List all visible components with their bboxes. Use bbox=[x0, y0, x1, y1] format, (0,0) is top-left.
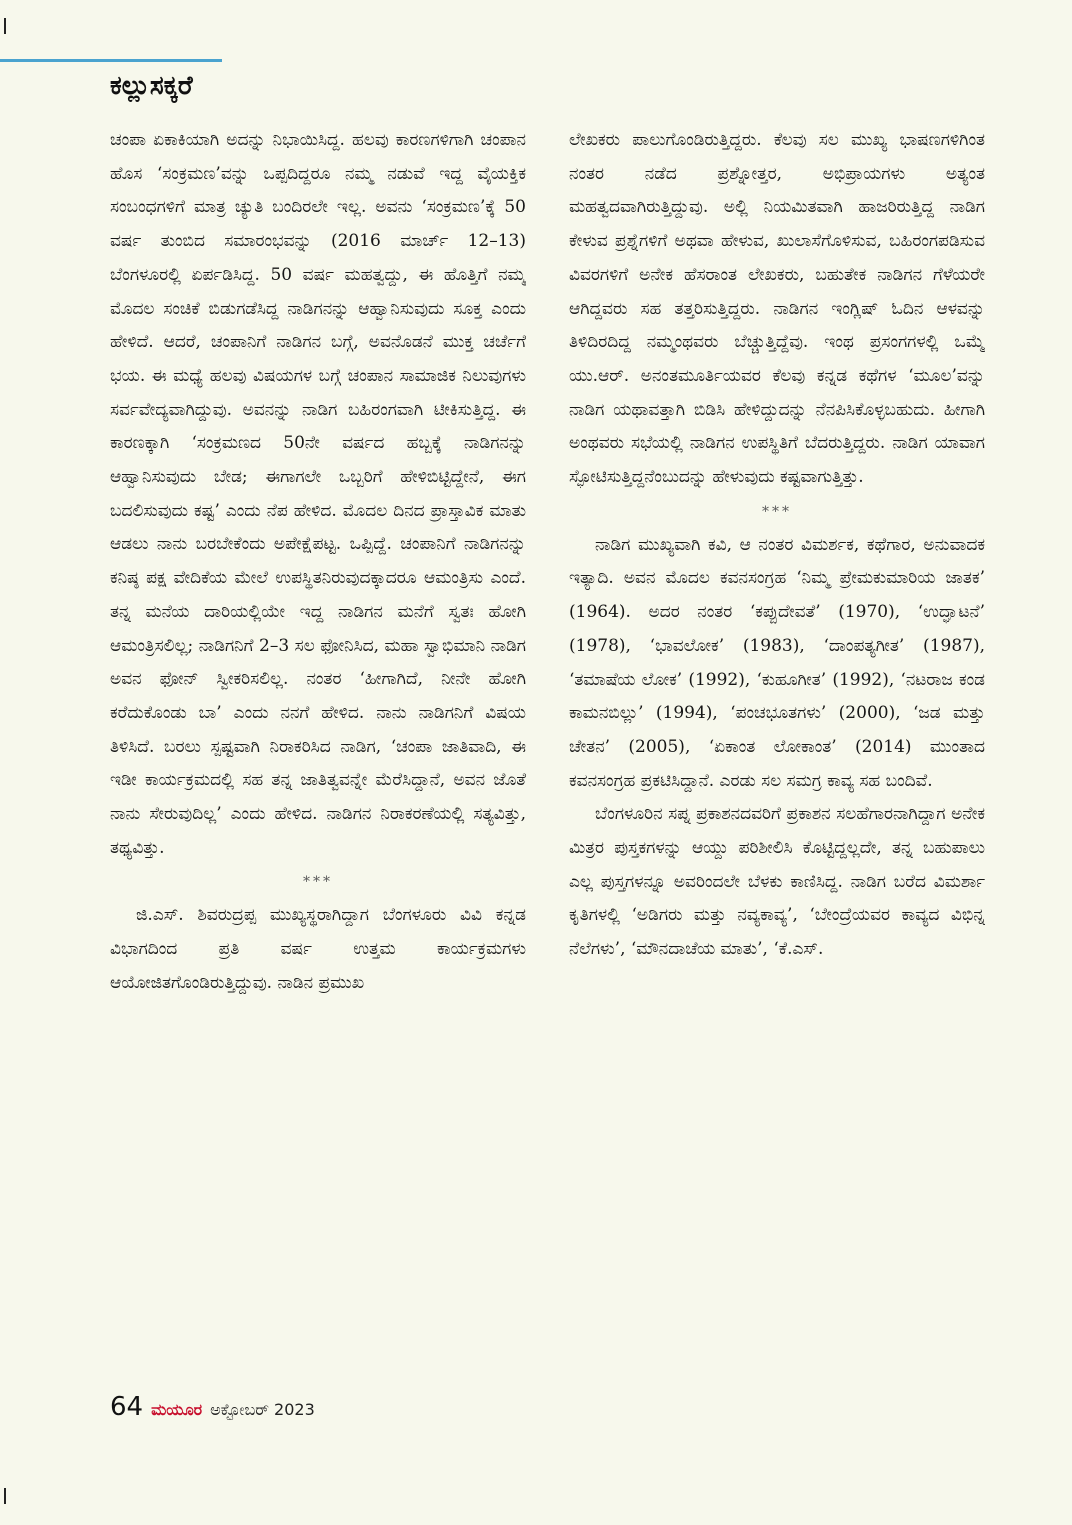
magazine-name: ಮಯೂರ bbox=[151, 1400, 203, 1419]
article-paragraph: ಬೆಂಗಳೂರಿನ ಸಪ್ನ ಪ್ರಕಾಶನದವರಿಗೆ ಪ್ರಕಾಶನ ಸಲಹೆಗಾರನಾಗಿದ್ದಾಗ ಅನೇಕ ಮಿತ್ರರ ಪುಸ್ತಕಗಳನ್ನು ಆಯ್ದು ಪರಿಶೀಲಿಸಿ ಕೊಟ್ಟಿದ್ದಲ್ಲದೇ, ತನ್ನ ಬಹುಪಾಲು ಎಲ್ಲ ಪುಸ್ತಗಳನ್ನೂ ಅವರಿಂದಲೇ ಬೆಳಕು ಕಾಣಿಸಿದ್ದ. ನಾಡಿಗ ಬರೆದ ವಿಮರ್ಶಾ ಕೃತಿಗಳಲ್ಲಿ ‘ಅಡಿಗರು ಮತ್ತು ನವ್ಯಕಾವ್ಯ’, ‘ಬೇಂದ್ರೆಯವರ ಕಾವ್ಯದ ವಿಭಿನ್ನ ನೆಲೆಗಳು’, ‘ಮೌನದಾಚೆಯ ಮಾತು’, ‘ಕೆ.ಎಸ್. bbox=[569, 804, 985, 960]
issue-date: ಅಕ್ಟೋಬರ್ 2023 bbox=[210, 1400, 315, 1419]
article-paragraph: ಚಂಪಾ ಏಕಾಕಿಯಾಗಿ ಅದನ್ನು ನಿಭಾಯಿಸಿದ್ದ. ಹಲವು ಕಾರಣಗಳಿಗಾಗಿ ಚಂಪಾನ ಹೊಸ ‘ಸಂಕ್ರಮಣ’ವನ್ನು ಒಪ್ಪದಿದ್ದರೂ ನಮ್ಮ ನಡುವೆ ಇದ್ದ ವೈಯಕ್ತಿಕ ಸಂಬಂಧಗಳಿಗೆ ಮಾತ್ರ ಚ್ಯುತಿ ಬಂದಿರಲೇ ಇಲ್ಲ. ಅವನು ‘ಸಂಕ್ರಮಣ’ಕ್ಕೆ 50 ವರ್ಷ ತುಂಬಿದ ಸಮಾರಂಭವನ್ನು (2016 ಮಾರ್ಚ್ 12–13) ಬೆಂಗಳೂರಲ್ಲಿ ಏರ್ಪಡಿಸಿದ್ದ. 50 ವರ್ಷ ಮಹತ್ವದ್ದು, ಈ ಹೊತ್ತಿಗೆ ನಮ್ಮ ಮೊದಲ ಸಂಚಿಕೆ ಬಿಡುಗಡೆಸಿದ್ದ ನಾಡಿಗನನ್ನು ಆಹ್ವಾನಿಸುವುದು ಸೂಕ್ತ ಎಂದು ಹೇಳಿದೆ. ಆದರೆ, ಚಂಪಾನಿಗೆ ನಾಡಿಗನ ಬಗ್ಗೆ, ಅವನೊಡನೆ ಮುಕ್ತ ಚರ್ಚೆಗೆ ಭಯ. ಈ ಮಧ್ಯೆ ಹಲವು ವಿಷಯಗಳ ಬಗ್ಗೆ ಚಂಪಾನ ಸಾಮಾಜಿಕ ನಿಲುವುಗಳು ಸರ್ವವೇದ್ಯವಾಗಿದ್ದುವು. ಅವನನ್ನು ನಾಡಿಗ ಬಹಿರಂಗವಾಗಿ ಟೀಕಿಸುತ್ತಿದ್ದ. ಈ ಕಾರಣಕ್ಕಾಗಿ ‘ಸಂಕ್ರಮಣದ 50ನೇ ವರ್ಷದ ಹಬ್ಬಕ್ಕೆ ನಾಡಿಗನನ್ನು ಆಹ್ವಾನಿಸುವುದು ಬೇಡ; ಈಗಾಗಲೇ ಒಬ್ಬರಿಗೆ ಹೇಳಿಬಿಟ್ಟಿದ್ದೇನೆ, ಈಗ ಬದಲಿಸುವುದು ಕಷ್ಟ’ ಎಂದು ನೆಪ ಹೇಳಿದ. ಮೊದಲ ದಿನದ ಪ್ರಾಸ್ತಾವಿಕ ಮಾತು ಆಡಲು ನಾನು ಬರಬೇಕೆಂದು ಅಪೇಕ್ಷೆಪಟ್ಟ. ಒಪ್ಪಿದ್ದೆ. ಚಂಪಾನಿಗೆ ನಾಡಿಗನನ್ನು ಕನಿಷ್ಠ ಪಕ್ಷ ವೇದಿಕೆಯ ಮೇಲೆ ಉಪಸ್ಥಿತನಿರುವುದಕ್ಕಾದರೂ ಆಮಂತ್ರಿಸು ಎಂದೆ. ತನ್ನ ಮನೆಯ ದಾರಿಯಲ್ಲಿಯೇ ಇದ್ದ ನಾಡಿಗನ ಮನೆಗೆ ಸ್ವತಃ ಹೋಗಿ ಆಮಂತ್ರಿಸಲಿಲ್ಲ; ನಾಡಿಗನಿಗೆ 2–3 ಸಲ ಫೋನಿಸಿದ, ಮಹಾ ಸ್ವಾಭಿಮಾನಿ ನಾಡಿಗ ಅವನ ಫೋನ್ ಸ್ವೀಕರಿಸಲಿಲ್ಲ. ನಂತರ ‘ಹೀಗಾಗಿದೆ, ನೀನೇ ಹೋಗಿ ಕರೆದುಕೊಂಡು ಬಾ’ ಎಂದು ನನಗೆ ಹೇಳಿದ. ನಾನು ನಾಡಿಗನಿಗೆ ವಿಷಯ ತಿಳಿಸಿದೆ. ಬರಲು ಸ್ಪಷ್ಟವಾಗಿ ನಿರಾಕರಿಸಿದ ನಾಡಿಗ, ‘ಚಂಪಾ ಜಾತಿವಾದಿ, ಈ ಇಡೀ ಕಾರ್ಯಕ್ರಮದಲ್ಲಿ ಸಹ ತನ್ನ ಜಾತಿತ್ವವನ್ನೇ ಮೆರೆಸಿದ್ದಾನೆ, ಅವನ ಜೊತೆ ನಾನು ಸೇರುವುದಿಲ್ಲ’ ಎಂದು ಹೇಳಿದ. ನಾಡಿಗನ ನಿರಾಕರಣೆಯಲ್ಲಿ ಸತ್ಯವಿತ್ತು, ತಥ್ಯವಿತ್ತು. bbox=[110, 130, 526, 858]
right-column bbox=[569, 124, 985, 1382]
section-divider: *** bbox=[303, 874, 333, 891]
article-paragraph: ಲೇಖಕರು ಪಾಲುಗೊಂಡಿರುತ್ತಿದ್ದರು. ಕೆಲವು ಸಲ ಮುಖ್ಯ ಭಾಷಣಗಳಿಗಿಂತ ನಂತರ ನಡೆದ ಪ್ರಶ್ನೋತ್ತರ, ಅಭಿಪ್ರಾಯಗಳು ಅತ್ಯಂತ ಮಹತ್ವದವಾಗಿರುತ್ತಿದ್ದುವು. ಅಲ್ಲಿ ನಿಯಮಿತವಾಗಿ ಹಾಜರಿರುತ್ತಿದ್ದ ನಾಡಿಗ ಕೇಳುವ ಪ್ರಶ್ನೆಗಳಿಗೆ ಅಥವಾ ಹೇಳುವ, ಖುಲಾಸೆಗೊಳಿಸುವ, ಬಹಿರಂಗಪಡಿಸುವ ವಿವರಗಳಿಗೆ ಅನೇಕ ಹೆಸರಾಂತ ಲೇಖಕರು, ಬಹುತೇಕ ನಾಡಿಗನ ಗೆಳೆಯರೇ ಆಗಿದ್ದವರು ಸಹ ತತ್ತರಿಸುತ್ತಿದ್ದರು. ನಾಡಿಗನ ಇಂಗ್ಲಿಷ್ ಓದಿನ ಆಳವನ್ನು ತಿಳಿದಿರದಿದ್ದ ನಮ್ಮಂಥವರು ಬೆಚ್ಚುತ್ತಿದ್ದೆವು. ಇಂಥ ಪ್ರಸಂಗಗಳಲ್ಲಿ ಒಮ್ಮೆ ಯು.ಆರ್. ಅನಂತಮೂರ್ತಿಯವರ ಕೆಲವು ಕನ್ನಡ ಕಥೆಗಳ ‘ಮೂಲ’ವನ್ನು ನಾಡಿಗ ಯಥಾವತ್ತಾಗಿ ಬಿಡಿಸಿ ಹೇಳಿದ್ದುದನ್ನು ನೆನಪಿಸಿಕೊಳ್ಳಬಹುದು. ಹೀಗಾಗಿ ಅಂಥವರು ಸಭೆಯಲ್ಲಿ ನಾಡಿಗನ ಉಪಸ್ಥಿತಿಗೆ ಬೆದರುತ್ತಿದ್ದರು. ನಾಡಿಗ ಯಾವಾಗ ಸ್ಫೋಟಿಸುತ್ತಿದ್ದನೆಂಬುದನ್ನು ಹೇಳುವುದು ಕಷ್ಟವಾಗುತ್ತಿತ್ತು. bbox=[569, 130, 985, 488]
section-title: ಕಲ್ಲುಸಕ್ಕರೆ bbox=[110, 71, 193, 101]
crop-mark bbox=[4, 18, 6, 34]
crop-mark bbox=[4, 1488, 6, 1504]
header-rule bbox=[0, 59, 222, 62]
left-column bbox=[110, 124, 526, 1382]
article-paragraph: ಜಿ.ಎಸ್. ಶಿವರುದ್ರಪ್ಪ ಮುಖ್ಯಸ್ಥರಾಗಿದ್ದಾಗ ಬೆಂಗಳೂರು ವಿವಿ ಕನ್ನಡ ವಿಭಾಗದಿಂದ ಪ್ರತಿ ವರ್ಷ ಉತ್ತಮ ಕಾರ್ಯಕ್ರಮಗಳು ಆಯೋಜಿತಗೊಂಡಿರುತ್ತಿದ್ದುವು. ನಾಡಿನ ಪ್ರಮುಖ bbox=[110, 905, 526, 993]
page-footer bbox=[110, 1392, 315, 1432]
page-number: 64 bbox=[110, 1392, 144, 1422]
article-paragraph: ನಾಡಿಗ ಮುಖ್ಯವಾಗಿ ಕವಿ, ಆ ನಂತರ ವಿಮರ್ಶಕ, ಕಥೆಗಾರ, ಅನುವಾದಕ ಇತ್ಯಾದಿ. ಅವನ ಮೊದಲ ಕವನಸಂಗ್ರಹ ‘ನಿಮ್ಮ ಪ್ರೇಮಕುಮಾರಿಯ ಜಾತಕ’ (1964). ಅದರ ನಂತರ ‘ಕಪ್ಪುದೇವತೆ’ (1970), ‘ಉದ್ಘಾಟನೆ’ (1978), ‘ಭಾವಲೋಕ’ (1983), ‘ದಾಂಪತ್ಯಗೀತ’ (1987), ‘ತಮಾಷೆಯ ಲೋಕ’ (1992), ‘ಕುಹೂಗೀತ’ (1992), ‘ನಟರಾಜ ಕಂಡ ಕಾಮನಬಿಲ್ಲು’ (1994), ‘ಪಂಚಭೂತಗಳು’ (2000), ‘ಜಡ ಮತ್ತು ಚೇತನ’ (2005), ‘ಏಕಾಂತ ಲೋಕಾಂತ’ (2014) ಮುಂತಾದ ಕವನಸಂಗ್ರಹ ಪ್ರಕಟಿಸಿದ್ದಾನೆ. ಎರಡು ಸಲ ಸಮಗ್ರ ಕಾವ್ಯ ಸಹ ಬಂದಿವೆ. bbox=[569, 534, 985, 791]
section-divider: *** bbox=[762, 503, 792, 520]
